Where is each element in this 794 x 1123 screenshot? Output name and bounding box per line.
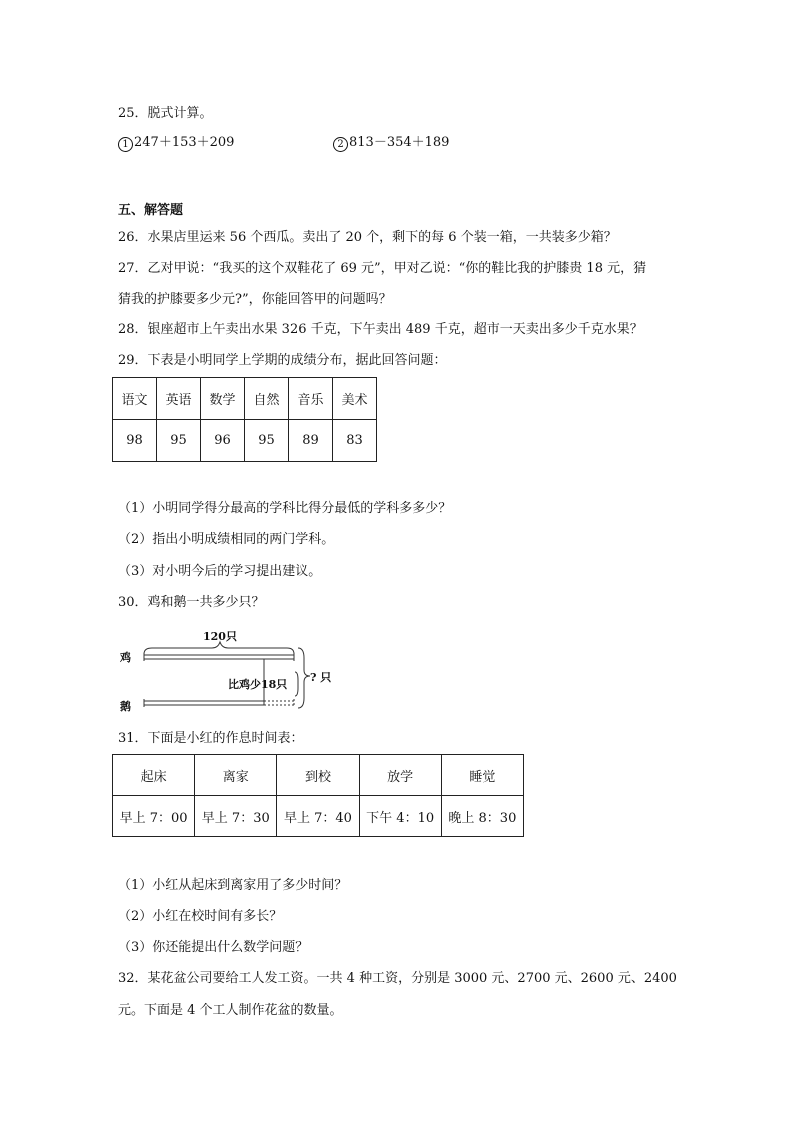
section-heading: 五、解答题 (118, 203, 184, 218)
table-cell: 95 (245, 420, 289, 462)
score-table (112, 377, 377, 462)
right-brace (298, 648, 310, 708)
q29-sub-3: （3）对小明今后的学习提出建议。 (118, 564, 322, 579)
q28-text: 28．银座超市上午卖出水果 326 千克，下午卖出 489 千克，超市一天卖出多少千克水果？ (118, 322, 643, 337)
q25-expr-1: 247＋153＋209 (134, 135, 235, 150)
goose-label: 鹅 (120, 700, 131, 713)
q31-intro: 31．下面是小红的作息时间表： (118, 731, 304, 746)
table-cell: 早上 7：30 (195, 796, 277, 837)
q27-line-2: 猜我的护膝要多少元?”，你能回答甲的问题吗？ (118, 292, 392, 307)
q29-sub-2: （2）指出小明成绩相同的两门学科。 (118, 532, 335, 547)
table-cell: 96 (201, 420, 245, 462)
chicken-count-label: 120只 (203, 630, 237, 643)
total-label: ? 只 (310, 671, 332, 684)
table-cell: 放学 (359, 755, 441, 796)
diff-bracket (295, 672, 298, 696)
circled-number: 2 (333, 137, 348, 152)
difference-label: 比鸡少18只 (228, 678, 288, 691)
q27-line-1: 27．乙对甲说：“我买的这个双鞋花了 69 元”，甲对乙说：“你的鞋比我的护膝贵 18 元，猜 (118, 261, 647, 276)
table-cell: 离家 (195, 755, 277, 796)
q25-item-2 (333, 133, 449, 153)
score-table-value-row (113, 420, 377, 462)
table-cell: 音乐 (289, 378, 333, 420)
q25-item-1 (118, 133, 234, 153)
schedule-table-header-row (113, 755, 524, 796)
q30-text: 30．鸡和鹅一共多少只？ (118, 595, 265, 610)
table-cell: 89 (289, 420, 333, 462)
diagram-lines (112, 622, 362, 712)
q32-line-1: 32．某花盆公司要给工人发工资。一共 4 种工资，分别是 3000 元、2700 元、2600 元、2400 (118, 971, 677, 986)
q29-intro: 29．下表是小明同学上学期的成绩分布，据此回答问题： (118, 353, 447, 368)
table-cell: 83 (333, 420, 377, 462)
table-cell: 早上 7：00 (113, 796, 195, 837)
schedule-table (112, 754, 524, 837)
table-cell: 起床 (113, 755, 195, 796)
table-cell: 到校 (277, 755, 359, 796)
line-segment-diagram (112, 622, 362, 712)
q26-text: 26．水果店里运来 56 个西瓜。卖出了 20 个，剩下的每 6 个装一箱，一共装多少箱？ (118, 230, 617, 245)
table-cell: 95 (157, 420, 201, 462)
q29-sub-1: （1）小明同学得分最高的学科比得分最低的学科多多少？ (118, 501, 452, 516)
chicken-label: 鸡 (120, 651, 131, 664)
q31-sub-2: （2）小红在校时间有多长？ (118, 909, 283, 924)
table-cell: 英语 (157, 378, 201, 420)
table-cell: 自然 (245, 378, 289, 420)
table-cell: 语文 (113, 378, 157, 420)
q25-title: 25．脱式计算。 (118, 106, 213, 121)
q32-line-2: 元。下面是 4 个工人制作花盆的数量。 (118, 1003, 343, 1018)
table-cell: 睡觉 (441, 755, 523, 796)
table-cell: 下午 4：10 (359, 796, 441, 837)
score-table-header-row (113, 378, 377, 420)
table-cell: 数学 (201, 378, 245, 420)
circled-number: 1 (118, 137, 133, 152)
q25-expr-2: 813－354＋189 (349, 135, 450, 150)
table-cell: 晚上 8：30 (441, 796, 523, 837)
table-cell: 美术 (333, 378, 377, 420)
table-cell: 早上 7：40 (277, 796, 359, 837)
table-cell: 98 (113, 420, 157, 462)
schedule-table-value-row (113, 796, 524, 837)
q31-sub-3: （3）你还能提出什么数学问题？ (118, 940, 309, 955)
q31-sub-1: （1）小红从起床到离家用了多少时间？ (118, 878, 348, 893)
